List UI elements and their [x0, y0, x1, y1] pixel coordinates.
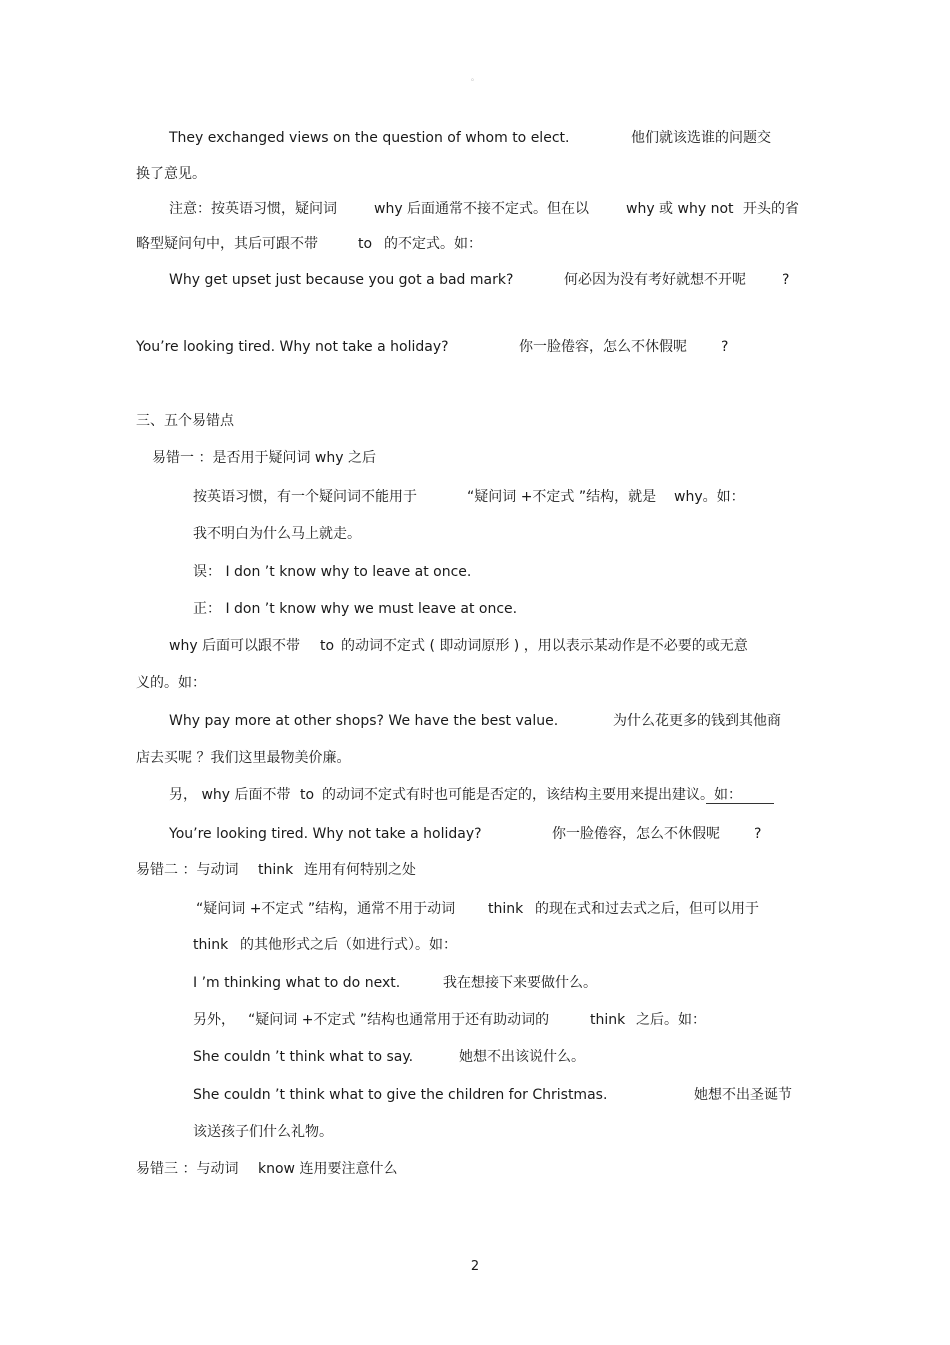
- line-text: She couldn ’t think what to say.: [193, 1049, 414, 1065]
- line-text: I ’m thinking what to do next.: [193, 975, 401, 991]
- line-text: 的其他形式之后（如进行式）。如：: [240, 937, 457, 953]
- line-text: 正： I don ’t know why we must leave at once.: [193, 601, 518, 617]
- line-text: 误： I don ’t know why to leave at once.: [193, 564, 472, 580]
- line-text: 店去买呢 ？我们这里最物美价廉。: [136, 750, 351, 766]
- line-text: 按英语习惯，有一个疑问词不能用于: [193, 489, 417, 505]
- line-text: Why pay more at other shops? We have the best value.: [169, 713, 559, 729]
- line-text: 之后。如：: [636, 1012, 706, 1028]
- line-text: 的现在式和过去式之后，但可以用于: [535, 901, 759, 917]
- line-text: 你一脸倦容，怎么不休假呢: [519, 339, 687, 355]
- line-text: 的动词不定式 ( 即动词原形 ) ，用以表示某动作是不必要的或无意: [341, 638, 748, 654]
- line-text: 义的。如：: [136, 675, 206, 691]
- line-text: 略型疑问句中，其后可跟不带: [136, 236, 318, 252]
- line-text: to: [300, 787, 315, 803]
- line-text: 的动词不定式有时也可能是否定的，该结构主要用来提出建议。如：: [322, 787, 742, 803]
- line-text: 为什么花更多的钱到其他商: [613, 713, 781, 729]
- section-heading: 三、五个易错点: [136, 413, 234, 429]
- page-number: 2: [470, 1259, 480, 1274]
- line-text: 她想不出该说什么。: [459, 1049, 585, 1065]
- subheading: 易错三 ：与动词: [136, 1161, 239, 1177]
- line-text: think: [590, 1012, 626, 1028]
- line-text: Why get upset just because you got a bad mark?: [169, 272, 514, 288]
- header-mark: 。: [471, 73, 479, 82]
- line-text: 我在想接下来要做什么。: [443, 975, 597, 991]
- line-text: think: [488, 901, 524, 917]
- line-text: 换了意见。: [136, 166, 206, 182]
- line-text: “疑问词 +不定式 ”结构，通常不用于动词: [196, 901, 456, 917]
- line-text: “疑问词 +不定式 ”结构，就是: [467, 489, 657, 505]
- line-text: They exchanged views on the question of whom to elect.: [169, 130, 570, 146]
- line-text: 另外，: [193, 1012, 235, 1028]
- line-text: to: [320, 638, 335, 654]
- line-text: You’re looking tired. Why not take a holiday?: [169, 826, 482, 842]
- subheading: 易错一 ：是否用于疑问词 why 之后: [152, 450, 376, 466]
- line-text: ?: [754, 826, 762, 842]
- subheading: think: [258, 862, 294, 878]
- underline-mark: [706, 803, 774, 804]
- line-text: to: [358, 236, 373, 252]
- line-text: 他们就该选谁的问题交: [631, 130, 771, 146]
- subheading: 易错二 ：与动词: [136, 862, 239, 878]
- line-text: why。如：: [674, 489, 745, 505]
- line-text: You’re looking tired. Why not take a holiday?: [136, 339, 449, 355]
- line-text: think: [193, 937, 229, 953]
- line-text: ?: [721, 339, 729, 355]
- line-text: why 后面可以跟不带: [169, 638, 301, 654]
- line-text: 该送孩子们什么礼物。: [193, 1124, 333, 1140]
- line-text: 注意：按英语习惯，疑问词: [169, 201, 337, 217]
- line-text: 何必因为没有考好就想不开呢: [564, 272, 746, 288]
- line-text: 她想不出圣诞节: [694, 1087, 792, 1103]
- line-text: 开头的省: [743, 201, 799, 217]
- subheading: know 连用要注意什么: [258, 1161, 398, 1177]
- line-text: why 或 why not: [626, 201, 734, 217]
- line-text: why 后面通常不接不定式。但在以: [374, 201, 590, 217]
- line-text: She couldn ’t think what to give the children for Christmas.: [193, 1087, 608, 1103]
- line-text: “疑问词 +不定式 ”结构也通常用于还有助动词的: [248, 1012, 550, 1028]
- line-text: 你一脸倦容，怎么不休假呢: [552, 826, 720, 842]
- line-text: 我不明白为什么马上就走。: [193, 526, 361, 542]
- line-text: ?: [782, 272, 790, 288]
- line-text: 另， why 后面不带: [169, 787, 291, 803]
- subheading: 连用有何特别之处: [304, 862, 416, 878]
- line-text: 的不定式。如：: [384, 236, 482, 252]
